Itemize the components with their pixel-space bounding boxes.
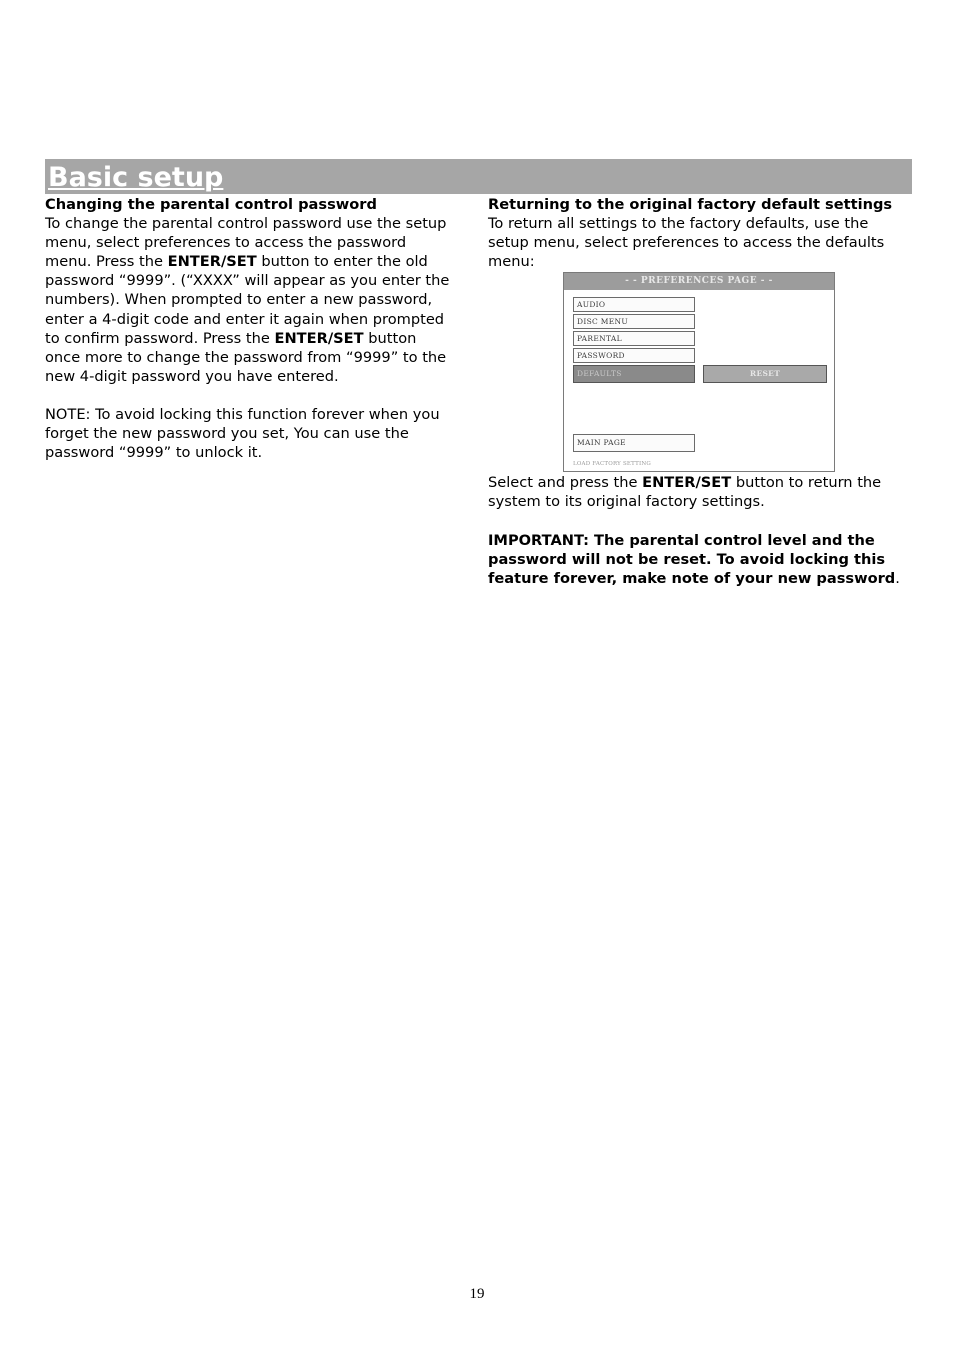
text-run: To change the parental control password use the setup menu, select preferences to access the password menu. Press the — [45, 215, 447, 271]
key-label: ENTER/SET — [642, 474, 732, 492]
menu-item-password: PASSWORD — [573, 348, 695, 363]
reset-button: RESET — [703, 365, 827, 383]
left-column — [45, 195, 455, 462]
key-label: ENTER/SET — [167, 253, 257, 271]
section-banner — [43, 159, 912, 194]
important-note — [488, 531, 908, 588]
text-run: button to enter the old password “9999”. (“XXXX” will appear as you enter the numbers). When prompted to enter a new password, enter a 4-digit code and enter it again when prompted to confirm password. Press the — [45, 253, 450, 347]
defaults-instructions — [488, 473, 908, 511]
text-run: button once more to change the password from “9999” to the new 4-digit password you have entered. — [45, 329, 447, 385]
menu-item-parental: PARENTAL — [573, 331, 695, 346]
password-instructions — [45, 214, 455, 386]
preferences-menu-screenshot — [563, 272, 835, 472]
section-heading-defaults: Returning to the original factory default settings — [488, 196, 893, 213]
text-run: . — [895, 569, 900, 587]
menu-item-disc-menu: DISC MENU — [573, 314, 695, 329]
menu-item-audio: AUDIO — [573, 297, 695, 312]
section-heading-password: Changing the parental control password — [45, 196, 377, 213]
key-label: ENTER/SET — [274, 329, 364, 347]
page-number: 19 — [469, 1286, 485, 1302]
text-run: Select and press the — [488, 474, 643, 492]
defaults-intro: To return all settings to the factory defaults, use the setup menu, select preferences to access the defaults menu: — [488, 215, 885, 271]
menu-footer-hint: LOAD FACTORY SETTING — [573, 461, 651, 468]
menu-header: - - PREFERENCES PAGE - - — [564, 273, 834, 290]
right-column — [488, 195, 908, 588]
page-title: Basic setup — [48, 162, 224, 193]
note-text: NOTE: To avoid locking this function forever when you forget the new password you set, You can use the password “9999” to unlock it. — [45, 405, 440, 462]
menu-item-defaults: DEFAULTS — [573, 365, 695, 383]
menu-item-main-page: MAIN PAGE — [573, 434, 695, 452]
text-run: button to return the system to its original factory settings. — [488, 474, 882, 511]
important-text: IMPORTANT: The parental control level and the password will not be reset. To avoid locking this feature forever, make note of your new password — [488, 531, 896, 587]
